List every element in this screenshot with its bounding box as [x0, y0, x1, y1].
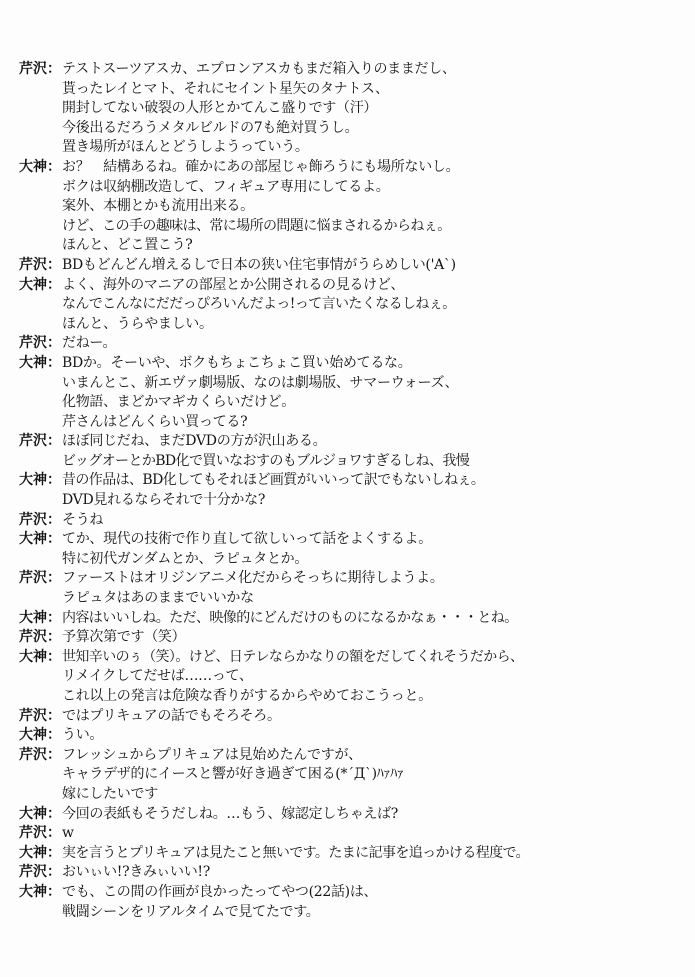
speaker-name: 芹沢： [19, 335, 61, 352]
dialogue-line: うい。 [62, 727, 104, 744]
dialogue-line: ほぼ同じだね、まだDVDの方が沢山ある。 [62, 433, 327, 450]
speaker-name: 大神： [19, 158, 61, 175]
dialogue-line: ボクは収納棚改造して、フィギュア専用にしてるよ。 [62, 178, 390, 195]
speaker-name: 芹沢： [19, 61, 61, 77]
dialogue-turn [19, 844, 679, 864]
dialogue-turn [19, 569, 679, 608]
dialogue-turn [19, 707, 679, 727]
speaker-name: 大神： [19, 727, 61, 744]
dialogue-line: DVD見れるならそれで十分かな? [62, 492, 266, 509]
dialogue-turn [19, 863, 679, 883]
speaker-name: 大神： [19, 276, 61, 293]
dialogue-line: キャラデザ的にイースと響が好き過ぎて困る(*´Д`)ﾊｧﾊｧ [62, 766, 404, 783]
dialogue-line: お？ 結構あるね。確かにあの部屋じゃ飾ろうにも場所ないし。 [62, 158, 460, 175]
dialogue-line: 化物語、まどかマギカくらいだけど。 [62, 394, 295, 411]
dialogue-turn [19, 530, 679, 569]
dialogue-line: 予算次第です（笑） [62, 629, 186, 646]
speaker-name: 芹沢： [19, 864, 61, 881]
dialogue-line: ほんと、うらやましい。 [62, 315, 213, 332]
dialogue-line: けど、この手の趣味は、常に場所の問題に悩まされるからねぇ。 [62, 217, 451, 234]
speaker-name: 大神： [19, 805, 61, 822]
dialogue-line: 案外、本棚とかも流用出来る。 [62, 198, 254, 215]
dialogue-turn [19, 276, 679, 335]
dialogue-line: でも、この間の作画が良かったってやつ(22話)は、 [62, 883, 378, 900]
dialogue-line: BDもどんどん増えるしで日本の狭い住宅事情がうらめしい('A`) [62, 256, 456, 273]
dialogue-line: ビッグオーとかBD化で買いなおすのもブルジョワすぎるしね、我慢 [62, 452, 470, 469]
speaker-name: 芹沢： [19, 629, 61, 646]
speaker-name: 大神： [19, 844, 61, 861]
dialogue-turn [19, 648, 679, 707]
speaker-name: 芹沢： [19, 825, 61, 842]
speaker-name: 大神： [19, 354, 61, 371]
dialogue-turn [19, 334, 679, 354]
dialogue-turn [19, 726, 679, 746]
dialogue-turn [19, 158, 679, 256]
dialogue-turn [19, 511, 679, 531]
dialogue-turn [19, 471, 679, 510]
speaker-name: 芹沢： [19, 511, 61, 528]
speaker-name: 芹沢： [19, 707, 61, 724]
dialogue-line: ではプリキュアの話でもそろそろ。 [62, 707, 281, 724]
dialogue-line: そうね [62, 511, 104, 528]
dialogue-turn [19, 609, 679, 629]
dialogue-line: 今後出るだろうメタルビルドの7も絶対買うし。 [62, 119, 359, 136]
dialogue-line: 特に初代ガンダムとか、ラピュタとか。 [62, 550, 309, 567]
dialogue-line: w [62, 825, 74, 842]
dialogue-line: 今回の表紙もそうだしね。…もう、嫁認定しちゃえば? [62, 805, 399, 822]
dialogue-line: フレッシュからプリキュアは見始めたんですが、 [62, 746, 362, 763]
dialogue-line: よく、海外のマニアの部屋とか公開されるの見るけど、 [62, 276, 405, 293]
dialogue-turn [19, 60, 679, 158]
speaker-name: 芹沢： [19, 433, 61, 450]
dialogue-line: 貰ったレイとマト、それにセイント星矢のタナトス、 [62, 80, 389, 97]
speaker-name: 芹沢： [19, 256, 61, 273]
dialogue-turn [19, 883, 679, 922]
dialogue-line: だねー。 [62, 335, 117, 352]
dialogue-line: なんでこんなにだだっぴろいんだよっ!って言いたくなるしねぇ。 [62, 296, 456, 313]
dialogue-turn [19, 628, 679, 648]
speaker-name: 大神： [19, 472, 61, 489]
dialogue-turn [19, 432, 679, 471]
dialogue-turn [19, 746, 679, 805]
dialogue-line: BDか。そーいや、ボクもちょこちょこ買い始めてるな。 [62, 354, 412, 371]
dialogue-line: ファーストはオリジンアニメ化だからそっちに期待しようよ。 [62, 570, 444, 587]
dialogue-line: 嫁にしたいです [62, 785, 158, 802]
dialogue-line: リメイクしてだせば……って、 [62, 668, 253, 685]
dialogue-line: 内容はいいしね。ただ、映像的にどんだけのものになるかなぁ・・・とね。 [62, 609, 518, 626]
speaker-name: 大神： [19, 531, 61, 548]
speaker-name: 芹沢： [19, 746, 61, 763]
speaker-name: 芹沢： [19, 570, 61, 587]
dialogue-line: 世知辛いのぅ（笑）。けど、日テレならかなりの額をだしてくれそうだから、 [62, 648, 524, 665]
speaker-name: 大神： [19, 648, 61, 665]
dialogue-turn [19, 805, 679, 825]
speaker-name: 大神： [19, 609, 61, 626]
dialogue-line: ラピュタはあのままでいいかな [62, 590, 254, 607]
dialogue-line: ほんと、どこ置こう? [62, 237, 193, 254]
dialogue-turn [19, 824, 679, 844]
dialogue-line: 開封してない破裂の人形とかてんこ盛りです（汗） [62, 100, 378, 117]
dialogue-line: いまんとこ、新エヴァ劇場版、なのは劇場版、サマーウォーズ、 [62, 374, 459, 391]
dialogue-line: 置き場所がほんとどうしようっていう。 [62, 139, 309, 156]
dialogue-line: 昔の作品は、BD化してもそれほど画質がいいって訳でもないしねぇ。 [62, 472, 485, 489]
dialogue-line: おいぃい!?きみぃいい!? [62, 864, 210, 881]
dialogue-transcript [19, 60, 679, 922]
dialogue-turn [19, 354, 679, 432]
dialogue-line: 芹さんはどんくらい買ってる? [62, 413, 248, 430]
speaker-name: 大神： [19, 883, 61, 900]
dialogue-line: てか、現代の技術で作り直して欲しいって話をよくするよ。 [62, 531, 432, 548]
dialogue-line: これ以上の発言は危険な香りがするからやめておこうっと。 [62, 688, 432, 704]
dialogue-line: テストスーツアスカ、エプロンアスカもまだ箱入りのままだし、 [62, 61, 456, 77]
dialogue-line: 実を言うとプリキュアは見たこと無いです。たまに記事を追っかける程度で。 [62, 844, 530, 861]
dialogue-turn [19, 256, 679, 276]
dialogue-line: 戦闘シーンをリアルタイムで見てたです。 [62, 903, 320, 920]
